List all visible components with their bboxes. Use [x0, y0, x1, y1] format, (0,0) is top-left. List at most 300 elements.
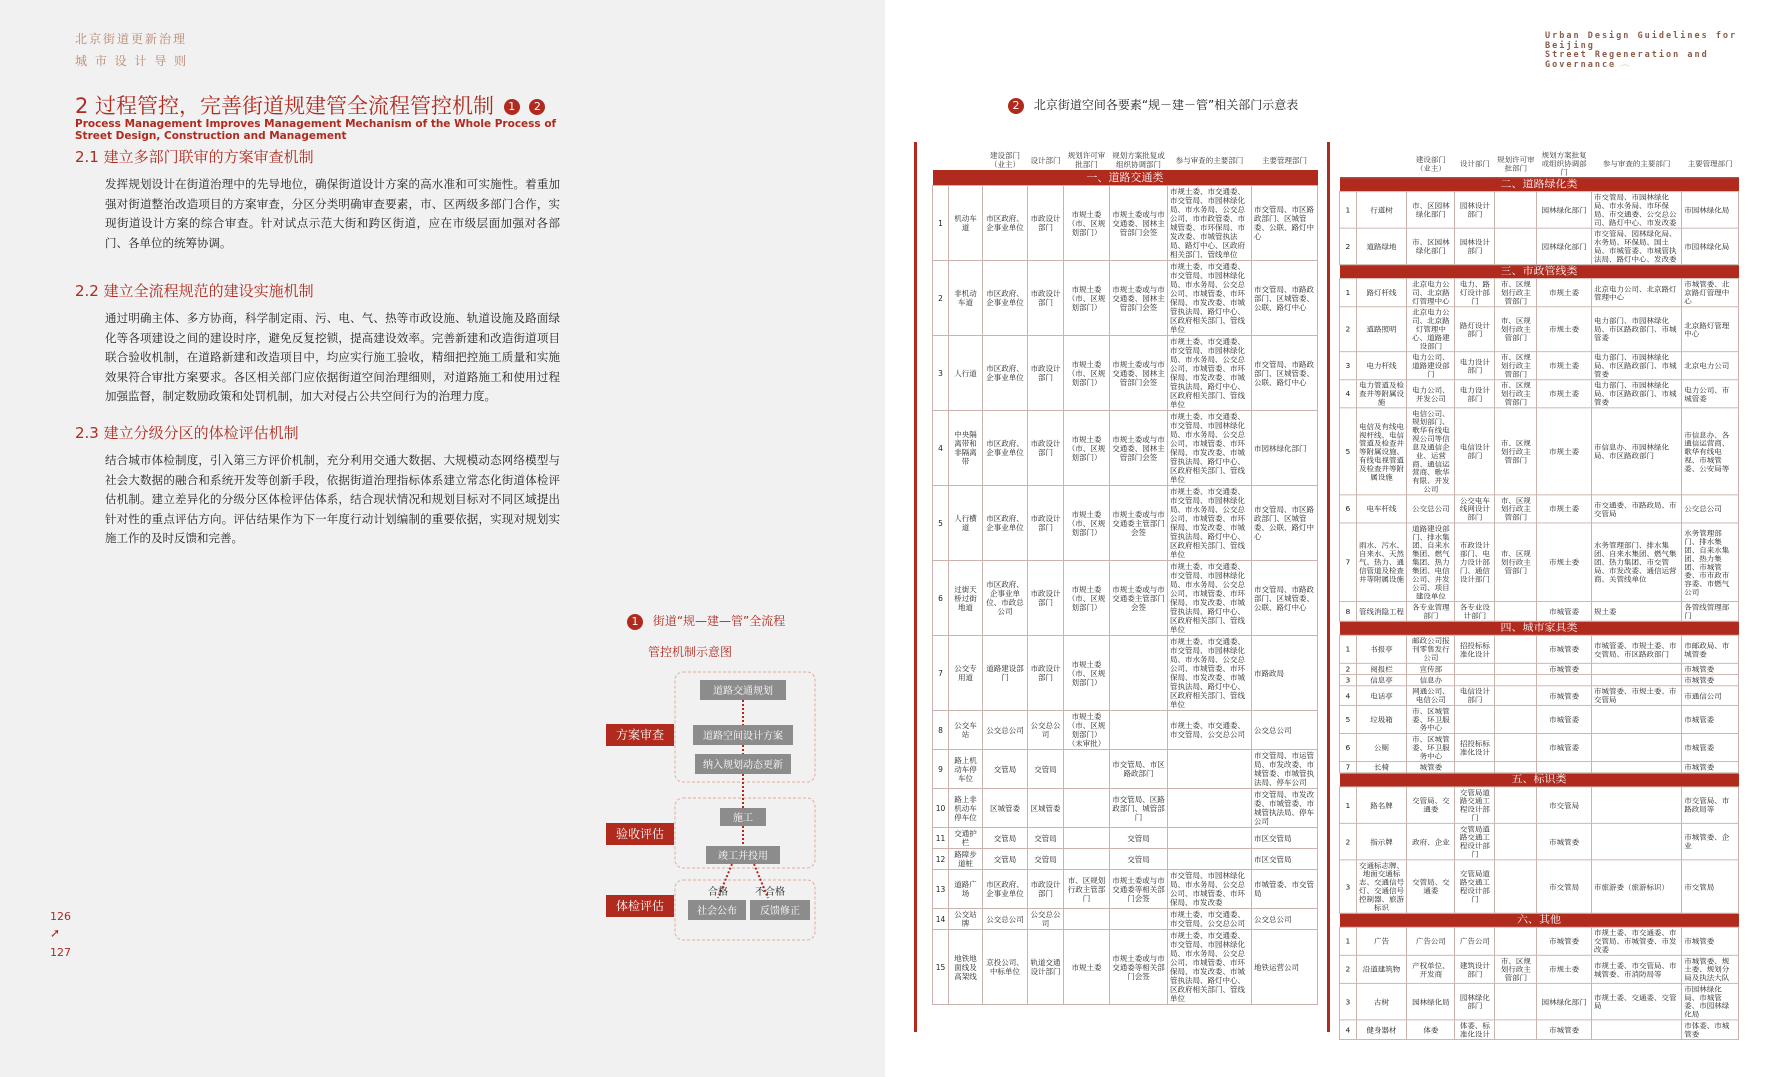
cell-builder: 市、区城管委、环卫服务中心 — [1407, 734, 1455, 762]
cell-coord: 市城管委 — [1537, 734, 1592, 762]
cell-coord: 园林绿化部门 — [1537, 192, 1592, 228]
cell-manage: 市城管委 — [1682, 705, 1739, 733]
cell-permit: 市、区规划行政主管部门 — [1495, 955, 1537, 983]
cell-permit — [1064, 909, 1110, 930]
cell-permit: 市规土委 — [1064, 930, 1110, 1005]
cell-coord: 市规土委或与市交通委主管部门会签 — [1110, 561, 1168, 636]
cell-manage: 市区交管局 — [1252, 828, 1318, 849]
cell-builder: 交管局 — [983, 849, 1028, 870]
cell-review: 市规土委、市交通委、市交管局、市园林绿化局、市水务局、公交总公司、市城管委、市环保局、市发改委、市城管执法局、路灯中心、区政府相关部门、管线单位 — [1168, 486, 1252, 561]
cell-name: 电话亭 — [1356, 686, 1406, 706]
cell-coord: 市规土委 — [1537, 408, 1592, 495]
cell-manage: 市城管委、北京路灯管理中心 — [1682, 279, 1739, 307]
cell-manage: 公交总公司 — [1252, 909, 1318, 930]
cell-coord: 交管局 — [1110, 828, 1168, 849]
table-row — [933, 486, 1318, 561]
cell-no: 1 — [1340, 787, 1357, 823]
cell-design: 公交总公司 — [1028, 909, 1064, 930]
cell-review: 市规土委、市交通委、市交管局、市园林绿化局、市水务局、公交总公司、市城管委、市环保局、市发改委、市城管执法局、路灯中心、区政府相关部门、管线单位 — [1168, 930, 1252, 1005]
outcome-revise-label: 反馈修正 — [760, 906, 800, 917]
table-row — [933, 930, 1318, 1005]
section-header-row — [1340, 265, 1739, 279]
cell-review: 电力部门、市园林绿化局、市区路政部门、市城管委 — [1591, 380, 1681, 408]
cell-name: 地铁地面线及高架线 — [949, 930, 983, 1005]
table-row — [933, 261, 1318, 336]
cell-no: 6 — [1340, 495, 1357, 523]
cell-permit: 市、区规划行政主管部门 — [1495, 279, 1537, 307]
cell-review: 市规土委、市交通委、市交管局、公交总公司 — [1168, 711, 1252, 750]
cell-no: 1 — [1340, 192, 1357, 228]
cell-manage: 市交管局、市发改委、市城管委、市城管执法局、停车公司 — [1252, 789, 1318, 828]
cell-no: 4 — [933, 411, 949, 486]
cell-coord: 市城管委 — [1537, 705, 1592, 733]
cell-manage: 市区交管局 — [1252, 849, 1318, 870]
departments-table-left — [932, 150, 1318, 1005]
cell-coord: 市交管局 — [1537, 860, 1592, 913]
table-row — [1340, 635, 1739, 663]
cell-no: 4 — [1340, 1020, 1357, 1040]
cell-permit — [1495, 663, 1537, 674]
cell-design: 市政设计部门 — [1028, 411, 1064, 486]
header-line2: 城 市 设 计 导 则 — [75, 54, 189, 68]
cell-manage: 市交管局、市区路政部门、区城管委、公联、路灯中心 — [1252, 486, 1318, 561]
left-page — [0, 0, 885, 1077]
bird-decoration-icon: ⌒ ⌒ — [1605, 64, 1631, 77]
cell-design: 路灯设计部门 — [1455, 307, 1495, 352]
cell-name: 阅报栏 — [1356, 663, 1406, 674]
cell-design: 园林设计部门 — [1455, 192, 1495, 228]
cell-no: 5 — [933, 486, 949, 561]
cell-no: 7 — [1340, 523, 1357, 602]
cell-review: 电力部门、市园林绿化局、市区路政部门、市城管委 — [1591, 307, 1681, 352]
table-row — [1340, 663, 1739, 674]
cell-no: 14 — [933, 909, 949, 930]
cell-no: 3 — [1340, 860, 1357, 913]
cell-no: 10 — [933, 789, 949, 828]
cell-builder: 市区政府、企事业单位 — [983, 261, 1028, 336]
figure1-title-text: 街道“规—建—管”全流程 — [652, 614, 786, 628]
table-row — [1340, 279, 1739, 307]
figure1-badge: 1 — [627, 614, 643, 630]
col-header: 参与审查的主要部门 — [1168, 150, 1252, 171]
cell-no: 6 — [1340, 734, 1357, 762]
table-row — [933, 336, 1318, 411]
table-row — [1340, 228, 1739, 264]
table-row — [1340, 787, 1739, 823]
cell-no: 12 — [933, 849, 949, 870]
cell-permit: 市规土委（市、区规划部门） — [1064, 186, 1110, 261]
cell-permit: 市、区规划行政主管部门 — [1495, 523, 1537, 602]
cell-name: 中央隔离带和非隔离带 — [949, 411, 983, 486]
cell-manage: 市城管委 — [1682, 663, 1739, 674]
cell-permit — [1064, 789, 1110, 828]
step-2-label: 道路空间设计方案 — [703, 731, 783, 742]
cell-name: 公交专用道 — [949, 636, 983, 711]
cell-permit: 市规土委（市、区规划部门） — [1064, 411, 1110, 486]
cell-no: 2 — [1340, 663, 1357, 674]
cell-coord: 市城管委 — [1537, 1020, 1592, 1040]
cell-review: 市规土委、市交通委、市交管局、市园林绿化局、市水务局、公交总公司、市城管委、市环保局、市发改委、市城管执法局、路灯中心、区政府相关部门、管线单位 — [1168, 636, 1252, 711]
cell-design: 交管局 — [1028, 828, 1064, 849]
cell-name: 过街天桥过街地道 — [949, 561, 983, 636]
step-5-label: 竣工并投用 — [718, 851, 768, 862]
cell-review: 市规土委、市交通委、市交管局、市园林绿化局、市水务局、公交总公司、市城管委、市环保局、市发改委、市城管执法局、路灯中心、区政府相关部门、管线单位 — [1168, 336, 1252, 411]
cell-review — [1591, 823, 1681, 859]
cell-no: 7 — [1340, 762, 1357, 773]
step-1-label: 道路交通规划 — [713, 686, 773, 697]
cell-design: 电力设计部门 — [1455, 352, 1495, 380]
cell-builder: 市区政府、企事业单位、市政总公司 — [983, 561, 1028, 636]
cell-coord: 市规土委或与市交通委、园林主管部门会签 — [1110, 186, 1168, 261]
cell-design: 广告公司 — [1455, 927, 1495, 955]
cell-design: 市政设计部门 — [1028, 870, 1064, 909]
step-3-label: 纳入规划动态更新 — [703, 760, 783, 771]
cell-no: 7 — [933, 636, 949, 711]
cell-design: 电信设计部门 — [1455, 686, 1495, 706]
cell-no: 5 — [1340, 408, 1357, 495]
cell-design: 市政设计部门 — [1028, 186, 1064, 261]
cell-design: 交管局 — [1028, 750, 1064, 789]
cell-permit — [1495, 762, 1537, 773]
cell-design: 市政设计部门、电力设计部门、通信设计部门 — [1455, 523, 1495, 602]
cell-no: 2 — [1340, 823, 1357, 859]
cell-coord: 市规土委或与市交通委等相关部门会签 — [1110, 870, 1168, 909]
section-header-row — [1340, 913, 1739, 927]
cell-manage: 市园林绿化部门 — [1252, 411, 1318, 486]
cell-review — [1591, 705, 1681, 733]
cell-review: 市规土委、交通委、交管局 — [1591, 983, 1681, 1019]
cell-review — [1591, 663, 1681, 674]
cell-no: 5 — [1340, 705, 1357, 733]
cell-manage: 市交管局、市路政部门、区城管委、公联、路灯中心 — [1252, 261, 1318, 336]
table-row — [933, 828, 1318, 849]
cell-design: 公交电车线网设计部门 — [1455, 495, 1495, 523]
page-number-right: 127 — [50, 946, 71, 959]
phase-inspection-label: 体检评估 — [615, 899, 665, 913]
cell-name: 指示牌 — [1356, 823, 1406, 859]
col-header: 主要管理部门 — [1252, 150, 1318, 171]
cell-coord: 交管局 — [1110, 849, 1168, 870]
cell-design: 园林设计部门 — [1455, 228, 1495, 264]
cell-name: 路上机动车停车位 — [949, 750, 983, 789]
cell-builder: 北京电力公司、北京路灯管理中心 — [1407, 279, 1455, 307]
table-row — [933, 849, 1318, 870]
col-header: 规划许可审批部门 — [1064, 150, 1110, 171]
cell-design: 交管局 — [1028, 849, 1064, 870]
cell-builder: 道路建设部门、排水集团、自来水集团、燃气集团、热力集团、电信公司、并发公司、项目建设单位 — [1407, 523, 1455, 602]
cell-review — [1168, 849, 1252, 870]
cell-name: 路障步道桩 — [949, 849, 983, 870]
cell-name: 交通标志牌、地面交通标志、交通信号灯、交通信号控制器、旅游标识 — [1356, 860, 1406, 913]
cell-permit — [1495, 860, 1537, 913]
figure2-title — [1005, 96, 1298, 114]
cell-design: 市政设计部门 — [1028, 561, 1064, 636]
table-row — [1340, 860, 1739, 913]
cell-name: 电车杆线 — [1356, 495, 1406, 523]
cell-coord: 市规土委或与市交通委等相关部门会签 — [1110, 930, 1168, 1005]
cell-manage: 市信息办、各通信运营商、歌华有线电视、市城管委、公安局等 — [1682, 408, 1739, 495]
cell-manage: 市交管局、市路政部门、区城管委、公联、路灯中心 — [1252, 336, 1318, 411]
cell-coord: 市规土委 — [1537, 380, 1592, 408]
table-row — [1340, 307, 1739, 352]
cell-coord: 市规土委或与市交通委、园林主管部门会签 — [1110, 261, 1168, 336]
cell-manage: 市交管局、市路政局等 — [1682, 787, 1739, 823]
cell-review: 规土委 — [1591, 602, 1681, 622]
step-4-label: 施工 — [733, 813, 753, 824]
cell-coord — [1110, 711, 1168, 750]
cell-design: 电力设计部门 — [1455, 380, 1495, 408]
cell-permit — [1495, 192, 1537, 228]
subsection-title-2-3: 2.3 建立分级分区的体检评估机制 — [75, 424, 299, 442]
cell-no: 3 — [1340, 352, 1357, 380]
col-header — [1356, 150, 1406, 178]
cell-builder: 市区政府、企事业单位 — [983, 486, 1028, 561]
cell-permit — [1064, 750, 1110, 789]
cell-name: 非机动车道 — [949, 261, 983, 336]
cell-manage: 地铁运营公司 — [1252, 930, 1318, 1005]
cell-coord: 市规土委或与市交通委、园林主管部门会签 — [1110, 336, 1168, 411]
cell-builder: 公交总公司 — [983, 711, 1028, 750]
figure-ref-badge-2: 2 — [529, 99, 545, 115]
cell-builder: 市、区园林绿化部门 — [1407, 192, 1455, 228]
cell-name: 公交站牌 — [949, 909, 983, 930]
table-row — [1340, 380, 1739, 408]
cell-name: 电力管道及检查井等附属设施 — [1356, 380, 1406, 408]
cell-manage: 市园林绿化局、市城管委、市园林绿化局 — [1682, 983, 1739, 1019]
cell-manage: 市城管委、企业 — [1682, 823, 1739, 859]
cell-review: 市城管委、市规土委、市交管局 — [1591, 686, 1681, 706]
section-header-row — [1340, 621, 1739, 635]
subsection-text-2-3: 结合城市体检制度，引入第三方评价机制，充分利用交通大数据、大规模动态网络模型与社会大数据的融合和系统开发等创新手段，依据街道治理指标体系建立常态化街道体检评估机制。建立差异化的分级分区体检评估体系，结合现状情况和规划目标对不同区域提出针对性的重点评估方向。评估结果作为下一年度行动计划编制的重要依据，实现对规划实施工作的及时反馈和完善。 — [105, 453, 560, 545]
cell-permit — [1064, 849, 1110, 870]
cell-manage: 北京路灯管理中心 — [1682, 307, 1739, 352]
cell-no: 1 — [1340, 635, 1357, 663]
cell-no: 2 — [1340, 307, 1357, 352]
col-header: 参与审查的主要部门 — [1591, 150, 1681, 178]
cell-coord: 园林绿化部门 — [1537, 983, 1592, 1019]
col-header — [1340, 150, 1357, 178]
cell-design — [1455, 663, 1495, 674]
col-header: 规划方案批复或组织协调部门 — [1537, 150, 1592, 178]
section-header-row — [1340, 178, 1739, 192]
cell-no: 1 — [933, 186, 949, 261]
cell-builder: 电力公司、道路建设部门 — [1407, 352, 1455, 380]
cell-review: 市规土委、市交通委、市交管局、市园林绿化局、市水务局、公交总公司、市城管委、市环保局、市发改委、市城管执法局、路灯中心、区政府相关部门、管线单位 — [1168, 411, 1252, 486]
right-table-accent-bar — [1327, 142, 1330, 1032]
cell-review — [1591, 1020, 1681, 1040]
cell-design: 园林绿化部门 — [1455, 983, 1495, 1019]
cell-name: 道路广场 — [949, 870, 983, 909]
cell-name: 人行道 — [949, 336, 983, 411]
cell-no: 2 — [933, 261, 949, 336]
col-header: 设计部门 — [1455, 150, 1495, 178]
section-title-en: Process Management Improves Management Mechanism of the Whole Process of Street Design, Construction and Management — [75, 118, 557, 142]
cell-permit — [1495, 734, 1537, 762]
cell-coord: 市规土委 — [1537, 279, 1592, 307]
cell-builder: 市、区园林绿化部门 — [1407, 228, 1455, 264]
cell-name: 公交车站 — [949, 711, 983, 750]
cell-manage: 市交管局、市运管局、市发改委、市城管委、市城管执法局、停车公司 — [1252, 750, 1318, 789]
cell-manage: 市路政局 — [1252, 636, 1318, 711]
cell-design: 电力、路灯设计部门 — [1455, 279, 1495, 307]
cell-builder: 产权单位、开发商 — [1407, 955, 1455, 983]
table-row — [1340, 192, 1739, 228]
cell-review — [1591, 734, 1681, 762]
cell-name: 书报亭 — [1356, 635, 1406, 663]
table-row — [1340, 705, 1739, 733]
cell-review: 市规土委、市交通委、市交管局、市园林绿化局、市水务局、公交总公司、市城管委、市环保局、市发改委、市城管执法局、路灯中心、区政府相关部门、管线单位 — [1168, 261, 1252, 336]
phase-review-label: 方案审查 — [615, 728, 665, 742]
cell-name: 道路绿地 — [1356, 228, 1406, 264]
cell-name: 广告 — [1356, 927, 1406, 955]
cell-builder: 网通公司、电信公司 — [1407, 686, 1455, 706]
cell-coord — [1110, 636, 1168, 711]
cell-coord: 市规土委 — [1537, 307, 1592, 352]
cell-permit: 市规土委（市、区规划部门） — [1064, 261, 1110, 336]
cell-no: 11 — [933, 828, 949, 849]
cell-permit — [1495, 602, 1537, 622]
cell-permit: 市规土委（市、区规划部门）（未审批） — [1064, 711, 1110, 750]
cell-permit — [1495, 927, 1537, 955]
cell-no: 4 — [1340, 686, 1357, 706]
table-row — [933, 789, 1318, 828]
cell-manage: 市城管委 — [1682, 762, 1739, 773]
cell-no: 2 — [1340, 228, 1357, 264]
cell-coord: 市交管局、市区路政部门 — [1110, 750, 1168, 789]
cell-builder: 京投公司、中标单位 — [983, 930, 1028, 1005]
cell-manage: 市城管委 — [1682, 927, 1739, 955]
cell-manage: 市城管委、市交管局 — [1252, 870, 1318, 909]
cell-manage: 市体委、市城管委 — [1682, 1020, 1739, 1040]
cell-no: 4 — [1340, 380, 1357, 408]
cell-no: 15 — [933, 930, 949, 1005]
cell-permit: 市、区规划行政主管部门 — [1495, 495, 1537, 523]
cell-manage: 电力公司、市城管委 — [1682, 380, 1739, 408]
cell-review: 电力部门、市园林绿化局、市区路政部门、市城管委 — [1591, 352, 1681, 380]
section-header: 三、市政管线类 — [1340, 265, 1739, 279]
cell-no: 9 — [933, 750, 949, 789]
cell-design: 市政设计部门 — [1028, 636, 1064, 711]
cell-name: 古树 — [1356, 983, 1406, 1019]
cell-builder: 宣传部 — [1407, 663, 1455, 674]
cell-name: 人行横道 — [949, 486, 983, 561]
section-header: 一、道路交通类 — [933, 171, 1318, 186]
subsection-title-2-1: 2.1 建立多部门联审的方案审查机制 — [75, 148, 314, 166]
table-row — [1340, 823, 1739, 859]
section-header-row — [1340, 773, 1739, 787]
cell-review — [1168, 750, 1252, 789]
section-title-text: 2 过程管控，完善街道规建管全流程管控机制 — [75, 94, 495, 118]
subsection-text-2-2: 通过明确主体、多方协商，科学制定雨、污、电、气、热等市政设施、轨道设施及路面绿化等各项建设之间的建设时序，避免反复挖锁，提高建设效率。完善新建和改造街道项目联合验收机制，在道路新建和改造项目中，均应实行施工验收，精细把控施工质量和实施效果符合审批方案要求。各区相关部门应依据街道空间治理细则，对道路施工和使用过程加强监督，制定数励政策和处罚机制，加大对侵占公共空间行为的治理力度。 — [105, 311, 560, 403]
cell-manage: 各管线管理部门 — [1682, 602, 1739, 622]
cell-builder: 交管局 — [983, 828, 1028, 849]
cell-design: 交管局道路交通工程设计部门 — [1455, 787, 1495, 823]
cell-builder: 电信公司、规划部门、歌华有线电视公司等信息及通信企业、运营商、通信运营商、歌华有限、并发公司 — [1407, 408, 1455, 495]
cell-design — [1455, 705, 1495, 733]
cell-coord: 市城管委 — [1537, 927, 1592, 955]
cell-builder: 道路建设部门 — [983, 636, 1028, 711]
cell-review: 市交通委、市路政局、市交管局 — [1591, 495, 1681, 523]
header-en-line2: Street Regeneration and Governance — [1545, 50, 1709, 70]
cell-manage: 北京电力公司 — [1682, 352, 1739, 380]
cell-permit: 市、区规划行政主管部门 — [1495, 352, 1537, 380]
col-header: 建设部门（业主） — [1407, 150, 1455, 178]
cell-manage: 市园林绿化局 — [1682, 192, 1739, 228]
header-line1: 北京街道更新治理 — [75, 32, 188, 46]
figure1-subtitle: 管控机制示意图 — [648, 645, 733, 659]
cell-no: 3 — [933, 336, 949, 411]
cell-name: 机动车道 — [949, 186, 983, 261]
figure1-title — [624, 612, 785, 630]
table-row — [1340, 983, 1739, 1019]
table-row — [1340, 352, 1739, 380]
cell-design — [1455, 762, 1495, 773]
section-title — [75, 90, 545, 120]
cell-name: 信息亭 — [1356, 675, 1406, 686]
cell-builder: 邮政公司报刊零售发行公司 — [1407, 635, 1455, 663]
cell-name: 行道树 — [1356, 192, 1406, 228]
cell-permit — [1495, 686, 1537, 706]
cell-name: 交通护栏 — [949, 828, 983, 849]
cell-name: 垃圾箱 — [1356, 705, 1406, 733]
departments-table-right — [1339, 150, 1739, 1040]
subsection-title-2-2: 2.2 建立全流程规范的建设实施机制 — [75, 282, 314, 300]
cell-builder: 广告公司 — [1407, 927, 1455, 955]
cell-name: 雨水、污水、自来水、天然气、热力、通信管道及检查井等附属设施 — [1356, 523, 1406, 602]
cell-builder: 城管委 — [1407, 762, 1455, 773]
cell-no: 13 — [933, 870, 949, 909]
table-row — [1340, 762, 1739, 773]
subsection-text-2-1: 发挥规划设计在街道治理中的先导地位，确保街道设计方案的高水准和可实施性。着重加强对街道整治改造项目的方案审查，分区分类明确审查要素，市、区两级多部门合作，实现街道设计方案的综合审查。针对试点示范大街和跨区街道，应在市级层面加强对各部门、各单位的统筹协调。 — [105, 177, 560, 250]
section-header: 六、其他 — [1340, 913, 1739, 927]
outcome-publish-label: 社会公布 — [697, 906, 737, 917]
cell-builder: 市区政府、企事业单位 — [983, 336, 1028, 411]
cell-coord: 市城管委 — [1537, 602, 1592, 622]
table-row — [933, 636, 1318, 711]
cell-builder: 交管局、交通委 — [1407, 787, 1455, 823]
cell-review: 市规土委、市交通委、市交管局、市园林绿化局、市水务局、公交总公司、市城管委、市环保局、市发改委、市城管执法局、路灯中心、区政府相关部门、管线单位 — [1168, 561, 1252, 636]
cell-manage: 市通信公司 — [1682, 686, 1739, 706]
cell-no: 3 — [1340, 983, 1357, 1019]
table-row — [933, 411, 1318, 486]
col-header: 设计部门 — [1028, 150, 1064, 171]
cell-review — [1591, 762, 1681, 773]
table-row — [933, 711, 1318, 750]
cell-review: 市信息办、市园林绿化局、市区路政部门 — [1591, 408, 1681, 495]
cell-permit: 市、区规划行政主管部门 — [1495, 380, 1537, 408]
cell-builder: 交管局、交通委 — [1407, 860, 1455, 913]
cell-coord — [1537, 762, 1592, 773]
cell-coord: 市交管局 — [1537, 787, 1592, 823]
cell-review: 市规土委、市交管局、市城管委、市消防局等 — [1591, 955, 1681, 983]
table-header-row — [1340, 150, 1739, 178]
cell-builder: 市区政府、企事业单位 — [983, 186, 1028, 261]
table-row — [1340, 734, 1739, 762]
cell-coord — [1110, 909, 1168, 930]
cell-manage: 市交管局、市路政部门、区城管委、公联、路灯中心 — [1252, 561, 1318, 636]
table-row — [1340, 523, 1739, 602]
cell-review: 市规土委、市交通委、市交管局、公交总公司 — [1168, 909, 1252, 930]
fail-label: 不合格 — [755, 887, 785, 898]
cell-coord: 园林绿化部门 — [1537, 228, 1592, 264]
cell-design: 市政设计部门 — [1028, 261, 1064, 336]
cell-permit — [1495, 705, 1537, 733]
cell-design: 电信设计部门 — [1455, 408, 1495, 495]
cell-no: 8 — [1340, 602, 1357, 622]
cell-design: 市政设计部门 — [1028, 486, 1064, 561]
section-header: 二、道路绿化类 — [1340, 178, 1739, 192]
cell-coord: 市交管局、区路政部门、城管部门 — [1110, 789, 1168, 828]
